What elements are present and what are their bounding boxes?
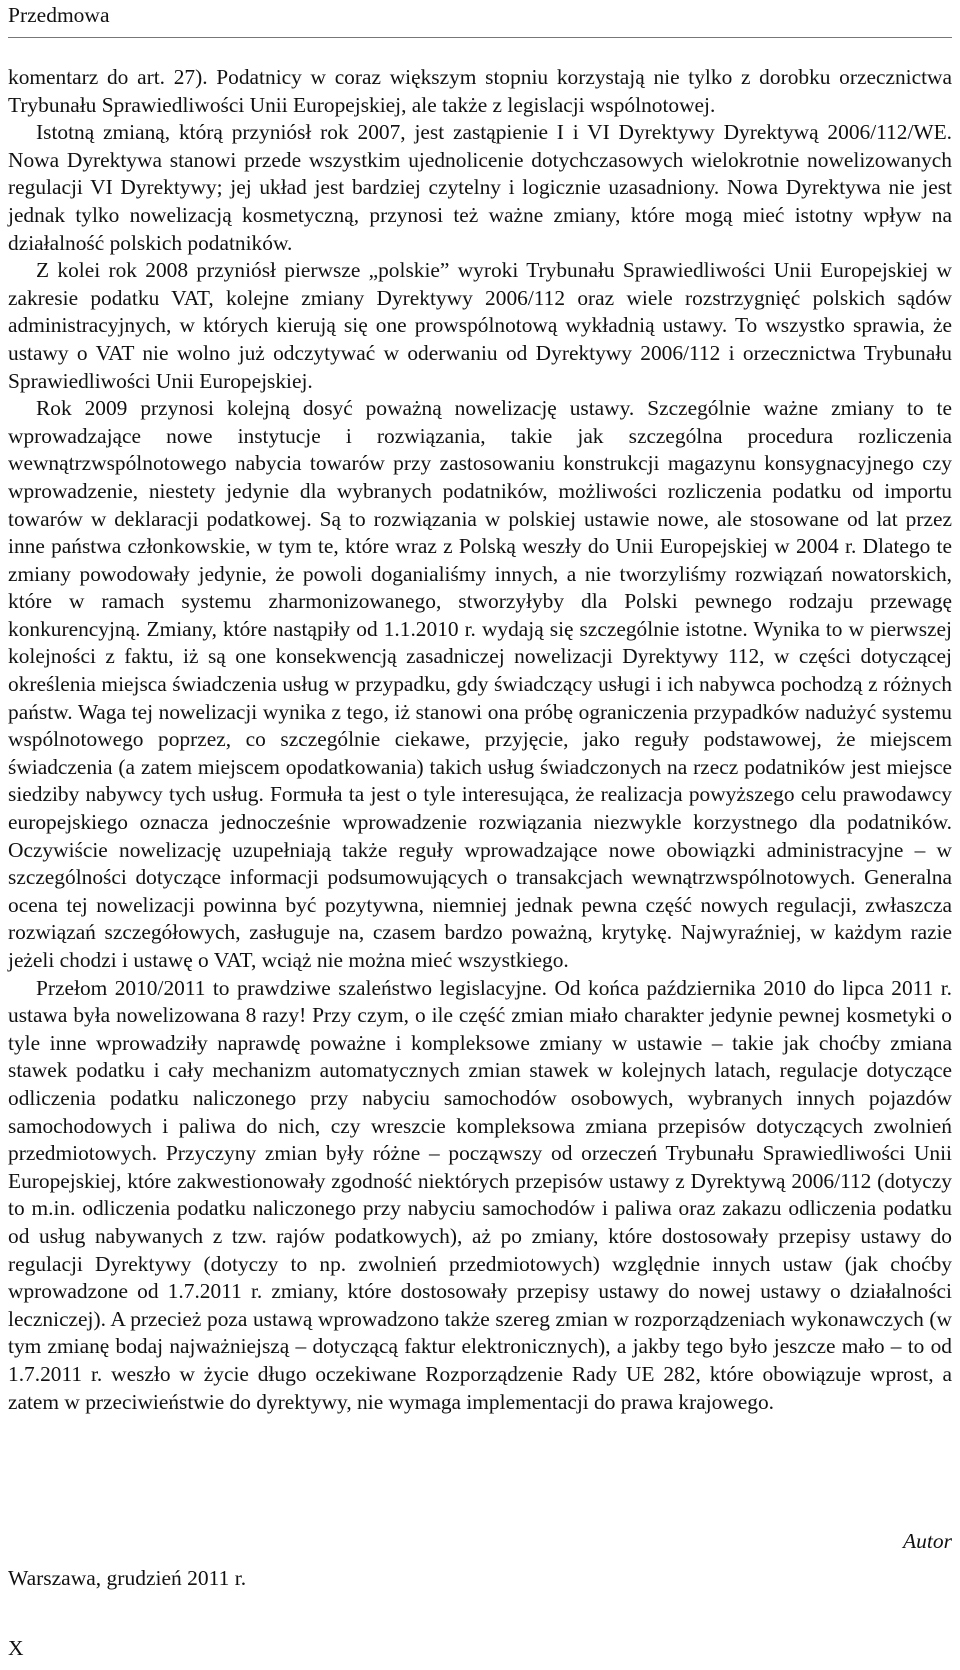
body-text <box>8 64 952 1416</box>
paragraph-continuation: komentarz do art. 27). Podatnicy w coraz większym stopniu korzystają nie tylko z dorobku orzecznictwa Trybunału Sprawiedliwości Unii Europejskiej, ale także z legislacji wspólnotowej. <box>8 65 952 117</box>
paragraph-2008: Z kolei rok 2008 przyniósł pierwsze „polskie” wyroki Trybunału Sprawiedliwości Unii Europejskiej w zakresie podatku VAT, kolejne zmiany Dyrektywy 2006/112 oraz wiele rozstrzygnięć polskich sądów administracyjnych, w których kierują się one prowspólnotową wykładnią ustawy. To wszystko sprawia, że ustawy o VAT nie wolno już odczytywać w oderwaniu od Dyrektywy 2006/112 i orzecznictwa Trybunału Sprawiedliwości Unii Europejskiej. <box>8 258 952 393</box>
author-signature: Autor <box>903 1529 952 1553</box>
running-header: Przedmowa <box>8 3 110 27</box>
page-number: X <box>8 1636 24 1660</box>
header-rule <box>8 37 952 38</box>
paragraph-2007: Istotną zmianą, którą przyniósł rok 2007, jest zastąpienie I i VI Dyrektywy Dyrektywą 2006/112/WE. Nowa Dyrektywa stanowi przede wszystkim ujednolicenie dotychczasowych wielokrotnie nowelizowanych regulacji VI Dyrektywy; jej układ jest bardziej czytelny i logicznie uzasadniony. Nowa Dyrektywa nie jest jednak tylko nowelizacją kosmetyczną, przynosi też ważne zmiany, które mogą mieć istotny wpływ na działalność polskich podatników. <box>8 120 952 255</box>
document-page <box>8 0 952 1670</box>
paragraph-2009: Rok 2009 przynosi kolejną dosyć poważną nowelizację ustawy. Szczególnie ważne zmiany to te wprowadzające nowe instytucje i rozwiązania, takie jak szczególna procedura rozliczenia wewnątrzwspólnotowego nabycia towarów przy zastosowaniu konstrukcji magazynu konsygnacyjnego czy wprowadzenie, niestety jedynie dla wybranych podatników, możliwości rozliczenia podatku od importu towarów w deklaracji podatkowej. Są to rozwiązania w polskiej ustawie nowe, ale stosowane od lat przez inne państwa członkowskie, w tym te, które wraz z Polską weszły do Unii Europejskiej w 2004 r. Dlatego te zmiany powodowały jedynie, że powoli doganialiśmy innych, a nie tworzyliśmy rozwiązań nowatorskich, które w ramach systemu zharmonizowanego, stworzyłyby dla Polski pewnego rodzaju przewagę konkurencyjną. Zmiany, które nastąpiły od 1.1.2010 r. wydają się szczególnie istotne. Wynika to w pierwszej kolejności z faktu, iż są one konsekwencją zasadniczej nowelizacji Dyrektywy 112, w części dotyczącej określenia miejsca świadczenia usług w przypadku, gdy świadczący usługi i ich nabywca pochodzą z różnych państw. Waga tej nowelizacji wynika z tego, iż stanowi ona próbę ograniczenia przypadków nadużyć systemu wspólnotowego poprzez, co szczególnie ciekawe, przyjęcie, jako reguły podstawowej, że miejscem świadczenia (a zatem miejscem opodatkowania) takich usług świadczonych na rzecz podatników jest miejsce siedziby nabywcy tych usług. Formuła ta jest o tyle interesująca, że realizacja powyższego celu prawodawcy europejskiego oznacza jednocześnie wprowadzenie rozwiązania niezwykle korzystnego dla podatników. Oczywiście nowelizację uzupełniają także reguły wprowadzające nowe obowiązki administracyjne – w szczególności dotyczące informacji podsumowujących o transakcjach wewnątrzwspólnotowych. Generalna ocena tej nowelizacji powinna być pozytywna, niemniej jednak pewna część nowych regulacji, zwłaszcza rozwiązań szczegółowych, zasługuje na, czasem bardzo poważną, krytykę. Najwyraźniej, w każdym razie jeżeli chodzi i ustawę o VAT, wciąż nie można mieć wszystkiego. <box>8 396 952 972</box>
paragraph-2010-2011: Przełom 2010/2011 to prawdziwe szaleństwo legislacyjne. Od końca października 2010 do lipca 2011 r. ustawa była nowelizowana 8 razy! Przy czym, o ile część zmian miało charakter jedynie pewnej kosmetyki o tyle inne wprowadziły naprawdę poważne i kompleksowe zmiany w ustawie – takie jak choćby zmiana stawek podatku i cały mechanizm automatycznych zmian stawek w kolejnych latach, regulacje dotyczące odliczenia podatku naliczonego przy nabyciu samochodów osobowych, wybranych innych pojazdów samochodowych i paliwa do nich, czy wreszcie kompleksowa zmiana przepisów dotyczących zwolnień przedmiotowych. Przyczyny zmian były różne – począwszy od orzeczeń Trybunału Sprawiedliwości Unii Europejskiej, które zakwestionowały zgodność niektórych przepisów ustawy z Dyrektywą 2006/112 (dotyczy to m.in. odliczenia podatku naliczonego przy nabyciu samochodów i paliwa oraz zakazu odliczenia podatku od usług nabywanych z tzw. rajów podatkowych), aż po zmiany, które dostosowały przepisy ustawy do regulacji Dyrektywy (dotyczy to np. zwolnień przedmiotowych) względnie innych ustaw (jak choćby wprowadzone od 1.7.2011 r. zmiany, które dostosowały przepisy ustawy do nowej ustawy o działalności leczniczej). A przecież poza ustawą wprowadzono także szereg zmian w rozporządzeniach wykonawczych (w tym zmianę bodaj najważniejszą – dotyczącą faktur elektronicznych), a jakby tego było jeszcze mało – to od 1.7.2011 r. weszło w życie długo oczekiwane Rozporządzenie Rady UE 282, które obowiązuje wprost, a zatem w przeciwieństwie do dyrektywy, nie wymaga implementacji do prawa krajowego. <box>8 975 952 1414</box>
place-date: Warszawa, grudzień 2011 r. <box>8 1566 247 1590</box>
